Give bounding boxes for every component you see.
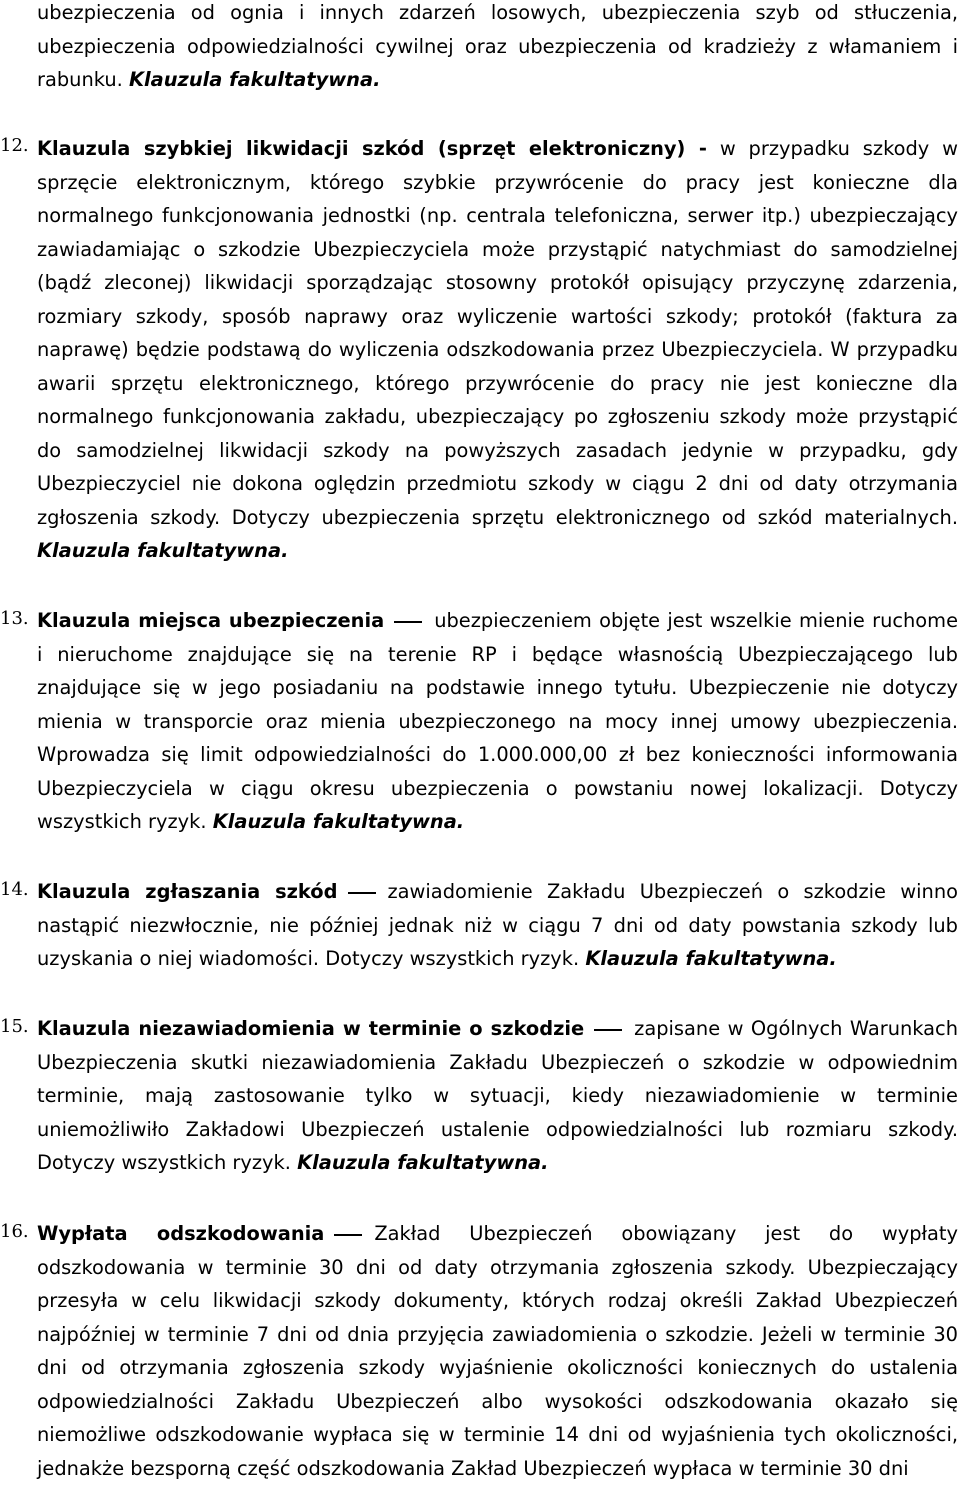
clause-title: Klauzula zgłaszania szkód <box>37 880 338 903</box>
clause-body: w przypadku szkody w sprzęcie elektronicznym, którego szybkie przywrócenie do pracy jest konieczne dla normalnego funkcjonowania jednostki (np. centrala telefoniczna, serwer itp.) ubezpieczający zawiadamiając o szkodzie Ubezpieczyciela może przystąpić natychmiast do samodzielnej (bądź zleconej) likwidacji sporządzając stosowny protokół opisujący przyczynę zdarzenia, rozmiary szkody, sposób naprawy oraz wyliczenie wartości szkody; protokół (faktura za naprawę) będzie podstawą do wyliczenia odszkodowania przez Ubezpieczyciela. W przypadku awarii sprzętu elektronicznego, którego przywrócenie do pracy nie jest konieczne dla normalnego funkcjonowania zakładu, ubezpieczający po zgłoszeniu szkody może przystąpić do samodzielnej likwidacji szkody na powyższych zasadach jedynie w przypadku, gdy Ubezpieczyciel nie dokona oględzin przedmiotu szkody w ciągu 2 dni od daty otrzymania zgłoszenia szkody. Dotyczy ubezpieczenia sprzętu elektronicznego od szkód materialnych. <box>37 137 958 529</box>
optional-clause-label: Klauzula fakultatywna. <box>129 68 381 91</box>
clause-number: 13. <box>0 608 29 629</box>
clause-15 <box>37 1012 958 1180</box>
clause-number: 14. <box>0 879 29 900</box>
clause-body: ubezpieczeniem objęte jest wszelkie mienie ruchome i nieruchome znajdujące się na terenie RP i będące własnością Ubezpieczającego lub znajdujące się w jego posiadaniu na podstawie innego tytułu. Ubezpieczenie nie dotyczy mienia w transporcie oraz mienia ubezpieczonego na mocy innej umowy ubezpieczenia. Wprowadza się limit odpowiedzialności do 1.000.000,00 zł bez konieczności informowania Ubezpieczyciela w ciągu okresu ubezpieczenia o powstaniu nowej lokalizacji. Dotyczy wszystkich ryzyk. <box>37 609 958 833</box>
dash-separator <box>394 621 422 623</box>
clause-title: Klauzula miejsca ubezpieczenia <box>37 609 385 632</box>
clause-body: zapisane w Ogólnych Warunkach Ubezpieczenia skutki niezawiadomienia Zakładu Ubezpieczeń o szkodzie w odpowiednim terminie, mają zastosowanie tylko w sytuacji, kiedy niezawiadomienie w terminie uniemożliwiło Zakładowi Ubezpieczeń ustalenie odpowiedzialności lub rozmiaru szkody. Dotyczy wszystkich ryzyk. <box>37 1017 959 1174</box>
clause-13 <box>37 604 958 839</box>
clause-number: 16. <box>0 1221 29 1242</box>
clause-title: Klauzula szybkiej likwidacji szkód (sprzęt elektroniczny) - <box>37 137 707 160</box>
dash-separator <box>348 892 376 894</box>
clause-body: Zakład Ubezpieczeń obowiązany jest do wypłaty odszkodowania w terminie 30 dni od daty otrzymania zgłoszenia szkody. Ubezpieczający przesyła w celu likwidacji szkody dokumenty, których rodzaj określi Zakład Ubezpieczeń najpóźniej w terminie 7 dni od dnia przyjęcia zawiadomienia o szkodzie. Jeżeli w terminie 30 dni od otrzymania zgłoszenia szkody wyjaśnienie okoliczności koniecznych do ustalenia odpowiedzialności Zakładu Ubezpieczeń albo wysokości odszkodowania okazało się niemożliwe odszkodowanie wypłaca się w terminie 14 dni od wyjaśnienia tych okoliczności, jednakże bezsporną część odszkodowania Zakład Ubezpieczeń wypłaca w terminie 30 dni <box>37 1222 958 1480</box>
clause-body: zawiadomienie Zakładu Ubezpieczeń o szkodzie winno nastąpić niezwłocznie, nie później jednak niż w ciągu 7 dni od daty powstania szkody lub uzyskania o niej wiadomości. Dotyczy wszystkich ryzyk. <box>37 880 958 970</box>
clause-title: Wypłata odszkodowania <box>37 1222 325 1245</box>
optional-clause-label: Klauzula fakultatywna. <box>212 810 465 833</box>
clause-title: Klauzula niezawiadomienia w terminie o szkodzie <box>37 1017 585 1040</box>
intro-paragraph <box>37 0 958 97</box>
intro-text: ubezpieczenia od ognia i innych zdarzeń losowych, ubezpieczenia szyb od stłuczenia, ubezpieczenia odpowiedzialności cywilnej oraz ubezpieczenia od kradzieży z włamaniem i rabunku. <box>37 1 958 91</box>
clause-12 <box>37 132 958 568</box>
dash-separator <box>594 1029 622 1031</box>
clause-number: 12. <box>0 135 29 156</box>
clause-16 <box>37 1217 958 1485</box>
optional-clause-label: Klauzula fakultatywna. <box>37 539 289 562</box>
clause-14 <box>37 875 958 976</box>
optional-clause-label: Klauzula fakultatywna. <box>297 1151 549 1174</box>
optional-clause-label: Klauzula fakultatywna. <box>585 947 837 970</box>
clause-number: 15. <box>0 1016 29 1037</box>
dash-separator <box>334 1234 362 1236</box>
